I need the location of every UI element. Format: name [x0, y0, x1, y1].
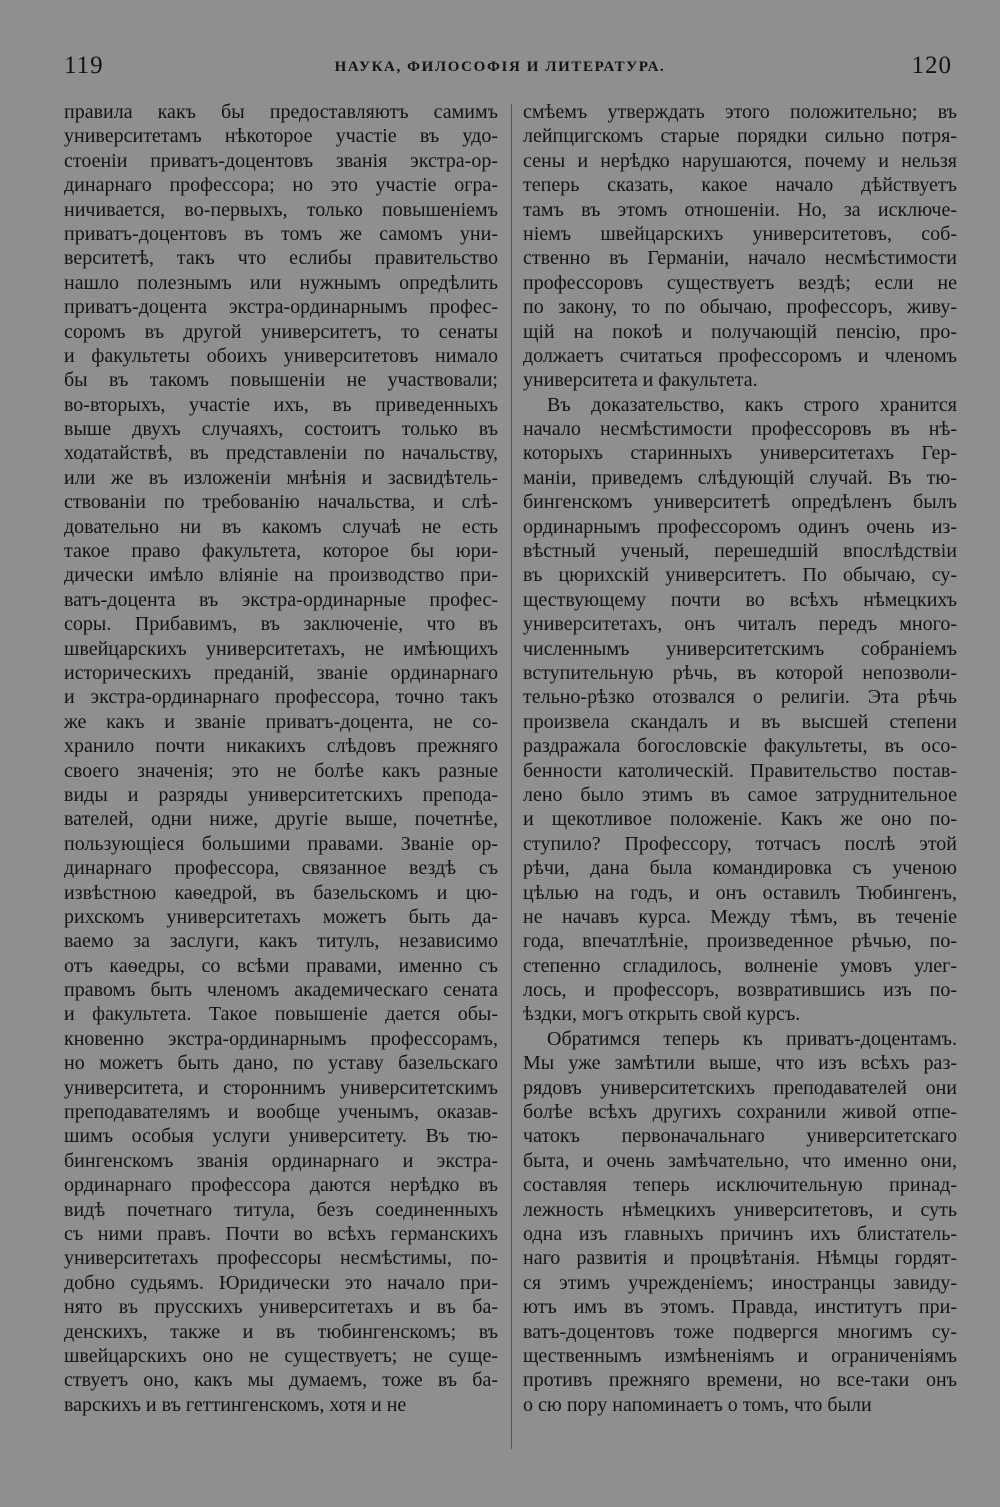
text-line: соры. Прибавимъ, въ заключеніе, что въ	[64, 613, 498, 636]
text-line: ординарнымъ профессоромъ одинъ очень из-	[523, 515, 957, 538]
text-line: Въ доказательство, какъ строго хранится	[547, 393, 957, 416]
text-line: видѣ почетнаго титула, безъ соединенныхъ	[64, 1198, 498, 1221]
text-line: своего значенія; это не болѣе какъ разные	[64, 759, 498, 782]
text-line: ніемъ швейцарскихъ университетовъ, соб-	[523, 222, 957, 245]
text-line: щій на покоѣ и получающій пенсію, про-	[523, 320, 957, 343]
text-line: университетахъ, онъ читалъ передъ много-	[523, 613, 957, 636]
text-line: ствованіи по требованію начальства, и слѣ-	[64, 491, 498, 514]
text-line: лейпцигскомъ старые порядки сильно потря-	[523, 125, 957, 148]
text-line: смѣемъ утверждать этого положительно; въ	[523, 101, 957, 123]
text-line: бенности католическій. Правительство постав-	[523, 759, 957, 782]
text-line: раздражала богословскіе факультеты, въ осо-	[523, 735, 957, 758]
text-line: въ цюрихскій университетъ. По обычаю, су-	[523, 564, 957, 587]
running-title: НАУКА, ФИЛОСОФІЯ И ЛИТЕРАТУРА.	[334, 59, 666, 75]
left-column	[64, 100, 498, 1417]
text-line: профессоровъ существуетъ вездѣ; если не	[523, 271, 957, 294]
text-line: быта, и очень замѣчательно, что именно они,	[523, 1149, 957, 1172]
text-line: ственно въ Германіи, начало несмѣстимости	[523, 247, 957, 270]
text-line: швейцарскихъ оно не существуетъ; не суще-	[64, 1344, 498, 1367]
text-line: и факультета. Такое повышеніе дается обы-	[64, 1003, 498, 1026]
text-line: должаетъ считаться профессоромъ и членомъ	[523, 344, 957, 367]
text-line: вѣстный ученый, перешедшій впослѣдствіи	[523, 540, 957, 563]
text-line: ничивается, во-первыхъ, только повышеніемъ	[64, 198, 498, 221]
text-line: съ ними правъ. Почти во всѣхъ германскихъ	[64, 1222, 498, 1245]
text-line: добно судьямъ. Юридически это начало при-	[64, 1271, 498, 1294]
page-number-left: 119	[64, 52, 104, 79]
text-line: швейцарскихъ университетахъ, не имѣющихъ	[64, 637, 498, 660]
text-line: рядовъ университетскихъ преподавателей они	[523, 1076, 957, 1099]
text-line: динарнаго профессора; но это участіе огра-	[64, 174, 498, 197]
text-line: ютъ имъ въ этомъ. Правда, институтъ при-	[523, 1296, 957, 1319]
text-line: университета, и стороннимъ университетскимъ	[64, 1076, 498, 1099]
text-line: извѣстною каѳедрой, въ базельскомъ и цю-	[64, 881, 498, 904]
text-line: же какъ и званіе приватъ-доцента, не со-	[64, 710, 498, 733]
text-line: щественнымъ измѣненіямъ и ограниченіямъ	[523, 1344, 957, 1367]
text-line: бингенскомъ званія ординарнаго и экстра-	[64, 1149, 498, 1172]
page-number-right: 120	[911, 52, 952, 79]
text-line: и экстра-ординарнаго профессора, точно такъ	[64, 686, 498, 709]
text-line: болѣе всѣхъ другихъ сохранили живой отпе-	[523, 1101, 957, 1124]
column-divider	[511, 104, 512, 1449]
text-line: бингенскомъ университетѣ опредѣленъ былъ	[523, 491, 957, 514]
text-line: соромъ въ другой университетъ, то сенаты	[64, 320, 498, 343]
text-line: которыхъ старинныхъ университетахъ Гер-	[523, 442, 957, 465]
text-line: университетахъ профессоры несмѣстимы, по-	[64, 1247, 498, 1270]
text-line: довательно ни въ какомъ случаѣ не есть	[64, 515, 498, 538]
text-line: выше двухъ случаяхъ, состоитъ только въ	[64, 418, 498, 441]
text-line: одна изъ главныхъ причинъ ихъ блистатель-	[523, 1222, 957, 1245]
text-line: хранило почти никакихъ слѣдовъ прежняго	[64, 735, 498, 758]
text-line: во-вторыхъ, участіе ихъ, въ приведенныхъ	[64, 393, 498, 416]
text-line: маніи, приведемъ слѣдующій случай. Въ тю-	[523, 466, 957, 489]
text-line: вателей, одни ниже, другіе выше, почетнѣе,	[64, 808, 498, 831]
text-line: лено было этимъ въ самое затруднительное	[523, 783, 957, 806]
text-line: лежность нѣмецкихъ университетовъ, и суть	[523, 1198, 957, 1221]
text-line: ществующему почти во всѣхъ нѣмецкихъ	[523, 588, 957, 611]
text-line: университета и факультета.	[523, 369, 758, 392]
text-line: тельно-рѣзко отозвался о религіи. Эта рѣчь	[523, 686, 957, 709]
text-line: отъ каѳедры, со всѣми правами, именно съ	[64, 954, 498, 977]
text-line: теперь сказать, какое начало дѣйствуетъ	[523, 174, 957, 197]
text-line: преподавателямъ и вообще ученымъ, оказав-	[64, 1101, 498, 1124]
text-line: но можетъ быть дано, по уставу базельскаго	[64, 1052, 498, 1075]
text-line: виды и разряды университетскихъ препода-	[64, 783, 498, 806]
text-line: чатокъ первоначальнаго университетскаго	[523, 1125, 957, 1148]
text-line: противъ прежняго времени, но все-таки онъ	[523, 1369, 957, 1392]
text-line: пользующіеся большими правами. Званіе ор-	[64, 832, 498, 855]
text-line: ѣздки, могъ открыть свой курсъ.	[523, 1003, 801, 1026]
text-line: рѣчи, дана была командировка съ ученою	[523, 857, 957, 880]
page-header	[0, 0, 1000, 90]
text-line: вступительную рѣчь, въ которой непозволи-	[523, 661, 957, 684]
text-line: цѣлью на годъ, и онъ оставилъ Тюбингенъ,	[523, 881, 957, 904]
text-line: варскихъ и въ геттингенскомъ, хотя и не	[64, 1393, 407, 1416]
text-line: историческихъ преданій, званіе ординарнаго	[64, 661, 498, 684]
text-line: ватъ-доцентовъ тоже подвергся многимъ су-	[523, 1320, 957, 1343]
text-line: о сю пору напоминаетъ о томъ, что были	[523, 1393, 872, 1416]
text-line: численнымъ университетскимъ собраніемъ	[523, 637, 957, 660]
text-line: наго развитія и процвѣтанія. Нѣмцы гордят-	[523, 1247, 957, 1270]
text-line: динарнаго профессора, связанное вездѣ съ	[64, 857, 498, 880]
text-line: или же въ изложеніи мнѣнія и засвидѣтель-	[64, 466, 498, 489]
text-line: приватъ-доцентовъ въ томъ же самомъ уни-	[64, 222, 498, 245]
text-line: тамъ въ этомъ отношеніи. Но, за исключе-	[523, 198, 957, 221]
text-line: ствуетъ оно, какъ мы думаемъ, тоже въ ба-	[64, 1369, 498, 1392]
text-line: Обратимся теперь къ приватъ-доцентамъ.	[547, 1027, 957, 1050]
text-line: Мы уже замѣтили выше, что изъ всѣхъ раз-	[523, 1052, 957, 1075]
text-line: денскихъ, также и въ тюбингенскомъ; въ	[64, 1320, 498, 1343]
text-line: нято въ прусскихъ университетахъ и въ ба-	[64, 1296, 498, 1319]
text-line: кновенно экстра-ординарнымъ профессорамъ,	[64, 1027, 498, 1050]
text-line: ходатайствѣ, въ представленіи по начальству,	[64, 442, 498, 465]
text-line: лось, и профессоръ, возвратившись изъ по-	[523, 979, 957, 1002]
text-line: нашло полезнымъ или нужнымъ опредѣлить	[64, 271, 498, 294]
text-line: начало несмѣстимости профессоровъ въ нѣ-	[523, 418, 957, 441]
text-line: степенно сгладилось, волненіе умовъ улег-	[523, 954, 957, 977]
text-line: правомъ быть членомъ академическаго сената	[64, 979, 498, 1002]
text-line: ватъ-доцента въ экстра-ординарные профес-	[64, 588, 498, 611]
text-line: рихскомъ университетахъ можетъ быть да-	[64, 905, 498, 928]
text-line: года, впечатлѣніе, произведенное рѣчью, по-	[523, 930, 957, 953]
text-line: и щекотливое положеніе. Какъ же оно по-	[523, 808, 957, 831]
text-line: ваемо за заслуги, какъ титулъ, независимо	[64, 930, 498, 953]
text-line: ся этимъ учрежденіемъ; иностранцы завиду-	[523, 1271, 957, 1294]
text-line: правила какъ бы предоставляютъ самимъ	[64, 101, 498, 123]
text-line: и факультеты обоихъ университетовъ нимало	[64, 344, 498, 367]
text-line: такое право факультета, которое бы юри-	[64, 540, 498, 563]
right-column	[523, 100, 957, 1417]
text-line: университетамъ нѣкоторое участіе въ удо-	[64, 125, 498, 148]
text-line: верситетѣ, такъ что еслибы правительство	[64, 247, 498, 270]
text-line: ординарнаго профессора даются нерѣдко въ	[64, 1174, 498, 1197]
text-line: дически имѣло вліяніе на производство при-	[64, 564, 498, 587]
text-line: не начавъ курса. Между тѣмъ, въ теченіе	[523, 905, 957, 928]
text-line: стоеніи приватъ-доцентовъ званія экстра-ор-	[64, 149, 498, 172]
text-line: сены и нерѣдко нарушаются, почему и нельзя	[523, 149, 957, 172]
text-line: бы въ такомъ повышеніи не участвовали;	[64, 369, 498, 392]
text-line: произвела скандалъ и въ высшей степени	[523, 710, 957, 733]
text-line: по закону, то по обычаю, профессоръ, живу-	[523, 296, 957, 319]
text-line: ступило? Профессору, тотчасъ послѣ этой	[523, 832, 957, 855]
text-line: приватъ-доцента экстра-ординарнымъ профес-	[64, 296, 498, 319]
text-line: шимъ особыя услуги университету. Въ тю-	[64, 1125, 498, 1148]
text-line: составляя теперь исключительную принад-	[523, 1174, 957, 1197]
